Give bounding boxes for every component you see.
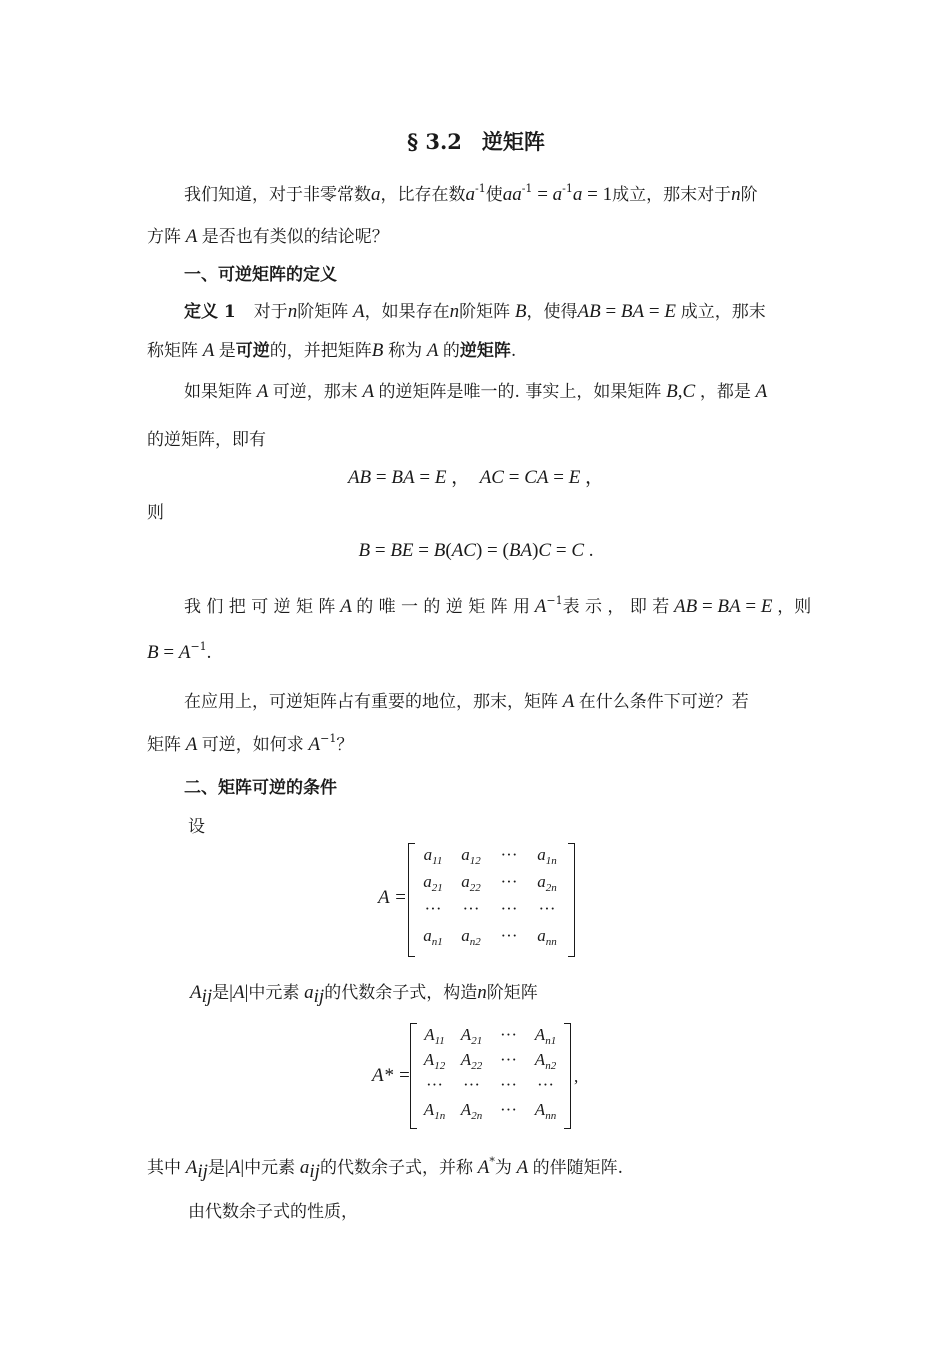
matrix-entry: $A_{21}$: [460, 1025, 483, 1047]
definition-line-1: 定义 1 对于n阶矩阵 A，如果存在n阶矩阵 B，使得AB = BA = E 成立，那末: [184, 301, 766, 322]
adjoint-text: 其中: [147, 1158, 181, 1178]
intro-line-2: 方阵 A 是否也有类似的结论呢？: [147, 226, 389, 247]
notation-text: ，则: [777, 597, 812, 617]
matrix-entry: $a_{22}$: [461, 872, 481, 894]
intro-text: 我们知道，对于非零常数: [184, 185, 371, 205]
notation-text: 表 示 ， 即 若: [562, 597, 670, 617]
matrix-entry: $a_{2n}$: [537, 872, 557, 894]
notation-line-1: 我 们 把 可 逆 矩 阵 A 的 唯 一 的 逆 矩 阵 用 $A^{-1}$表 示 ， 即 若 AB = BA = E ，则: [184, 594, 812, 617]
heading-conditions: 二、矩阵可逆的条件: [184, 778, 337, 798]
cofactor-text: 是: [212, 983, 230, 1003]
definition-text: 是: [218, 341, 236, 361]
then-word: 则: [147, 503, 164, 523]
definition-text: 的: [442, 341, 460, 361]
application-text: 在什么条件下可逆？若: [578, 692, 749, 712]
uniqueness-text: 可逆，那末: [272, 382, 358, 402]
right-bracket: [564, 1023, 571, 1129]
cofactor-text: 中元素: [248, 983, 300, 1003]
matrix-entry: $A_{12}$: [423, 1050, 446, 1072]
equation-ab-ba: AB = BA = E ， AC = CA = E ，: [347, 467, 605, 488]
definition-text: 对于: [253, 302, 288, 322]
application-line-1: 在应用上，可逆矩阵占有重要的地位，那末，矩阵 A 在什么条件下可逆？若: [184, 691, 749, 712]
matrix-entry: ···: [538, 899, 556, 918]
definition-text: 阶矩阵: [297, 302, 349, 322]
matrix-entry: $A_{1n}$: [423, 1100, 446, 1122]
matrix-entry: $A_{22}$: [460, 1050, 483, 1072]
cofactor-line: $A_{ij}$是|A|中元素 $a_{ij}$的代数余子式，构造n阶矩阵: [190, 982, 538, 1007]
adjoint-text: 为: [494, 1158, 512, 1178]
section-name: 逆矩阵: [481, 129, 545, 154]
matrix-entry: ···: [500, 845, 518, 864]
term-invertible: 可逆: [235, 341, 270, 361]
closing-line: 由代数余子式的性质，: [188, 1202, 358, 1222]
definition-text: 称为: [388, 341, 423, 361]
intro-line-1: 我们知道，对于非零常数a，比存在数$a^{-1}$使$aa^{-1} = a^{-1}a = 1$成立，那末对于n阶: [184, 182, 758, 205]
uniqueness-text: 的逆矩阵是唯一的. 事实上，如果矩阵: [378, 382, 662, 402]
intro-text: ，比存在数: [380, 185, 466, 205]
matrix-entry: ···: [426, 1075, 443, 1094]
matrix-entry: ···: [500, 926, 518, 945]
definition-text: .: [510, 341, 517, 361]
adjoint-text: 中元素: [244, 1158, 296, 1178]
matrix-entry: ···: [500, 1100, 517, 1119]
matrix-entry: $a_{11}$: [423, 845, 443, 867]
uniqueness-line-2: 的逆矩阵，即有: [147, 430, 266, 450]
matrix-a-label: A =: [378, 887, 407, 908]
definition-text: 的，并把矩阵: [269, 341, 372, 361]
intro-text: 是否也有类似的结论呢？: [201, 227, 389, 247]
application-text: 在应用上，可逆矩阵占有重要的地位，那末，矩阵: [184, 692, 558, 712]
application-text: ？: [336, 735, 354, 755]
matrix-entry: $a_{1n}$: [537, 845, 557, 867]
adjoint-line: 其中 $A_{ij}$是|A|中元素 $a_{ij}$的代数余子式，并称 A*为 A 的伴随矩阵.: [147, 1155, 623, 1182]
definition-text: 称矩阵: [147, 341, 198, 361]
matrix-entry: $a_{12}$: [461, 845, 481, 867]
definition-text: ，使得: [526, 302, 578, 322]
definition-label: 定义 1: [184, 302, 236, 322]
definition-text: 成立，那末: [680, 302, 766, 322]
notation-text: 的 唯 一 的 逆 矩 阵 用: [356, 597, 531, 617]
definition-text: ，如果存在: [364, 302, 450, 322]
matrix-entry: $a_{n2}$: [461, 926, 481, 948]
matrix-entry: $a_{nn}$: [537, 926, 557, 948]
right-bracket: [568, 843, 575, 957]
set-word: 设: [188, 817, 205, 837]
uniqueness-line-1: 如果矩阵 A 可逆，那末 A 的逆矩阵是唯一的. 事实上，如果矩阵 B,C ，都是 A: [184, 381, 768, 402]
section-number: § 3.2: [407, 129, 462, 154]
matrix-entry: $A_{n2}$: [534, 1050, 557, 1072]
matrix-entry: ···: [462, 899, 480, 918]
application-line-2: 矩阵 A 可逆，如何求 $A^{-1}$？: [147, 732, 354, 755]
matrix-a-star-entries: [416, 1025, 564, 1125]
matrix-entry: ···: [500, 1075, 517, 1094]
matrix-entry: ···: [500, 1025, 517, 1044]
matrix-entry: ···: [500, 1050, 517, 1069]
intro-text: 使: [485, 185, 503, 205]
matrix-entry: ···: [500, 872, 518, 891]
notation-text: 我 们 把 可 逆 矩 阵: [184, 597, 336, 617]
matrix-entry: $a_{n1}$: [423, 926, 443, 948]
matrix-entry: $A_{11}$: [424, 1025, 445, 1047]
matrix-entry: $a_{21}$: [423, 872, 443, 894]
cofactor-text: 阶矩阵: [486, 983, 538, 1003]
matrix-entry: ···: [463, 1075, 480, 1094]
adjoint-text: 的伴随矩阵.: [532, 1158, 623, 1178]
cofactor-text: 的代数余子式，构造: [324, 983, 478, 1003]
adjoint-text: 是: [207, 1158, 225, 1178]
intro-text: 成立，那末对于: [612, 185, 732, 205]
application-text: 可逆，如何求: [201, 735, 304, 755]
term-inverse-matrix: 逆矩阵: [459, 341, 511, 361]
intro-text: 方阵: [147, 227, 181, 247]
matrix-entry: $A_{n1}$: [534, 1025, 557, 1047]
matrix-entry: ···: [500, 899, 518, 918]
equation-b-equals-c: B = BE = B(AC) = (BA)C = C .: [358, 540, 594, 561]
uniqueness-text: ，都是: [699, 382, 751, 402]
intro-text: 阶: [740, 185, 758, 205]
uniqueness-text: 如果矩阵: [184, 382, 252, 402]
matrix-a-entries: [414, 845, 568, 953]
heading-definition: 一、可逆矩阵的定义: [184, 265, 337, 285]
comma: ,: [574, 1067, 579, 1086]
matrix-a: [378, 843, 578, 955]
matrix-entry: $A_{2n}$: [460, 1100, 483, 1122]
matrix-entry: ···: [537, 1075, 554, 1094]
notation-line-2: $B = A^{-1}$.: [147, 640, 212, 663]
matrix-entry: ···: [424, 899, 442, 918]
application-text: 矩阵: [147, 735, 181, 755]
matrix-a-star: [372, 1023, 587, 1129]
definition-text: 阶矩阵: [459, 302, 511, 322]
matrix-a-star-label: A* =: [372, 1065, 411, 1086]
section-title: [0, 126, 952, 156]
adjoint-text: 的代数余子式，并称: [319, 1158, 473, 1178]
matrix-entry: $A_{nn}$: [534, 1100, 557, 1122]
definition-line-2: 称矩阵 A 是可逆的，并把矩阵B 称为 A 的逆矩阵.: [147, 340, 517, 361]
